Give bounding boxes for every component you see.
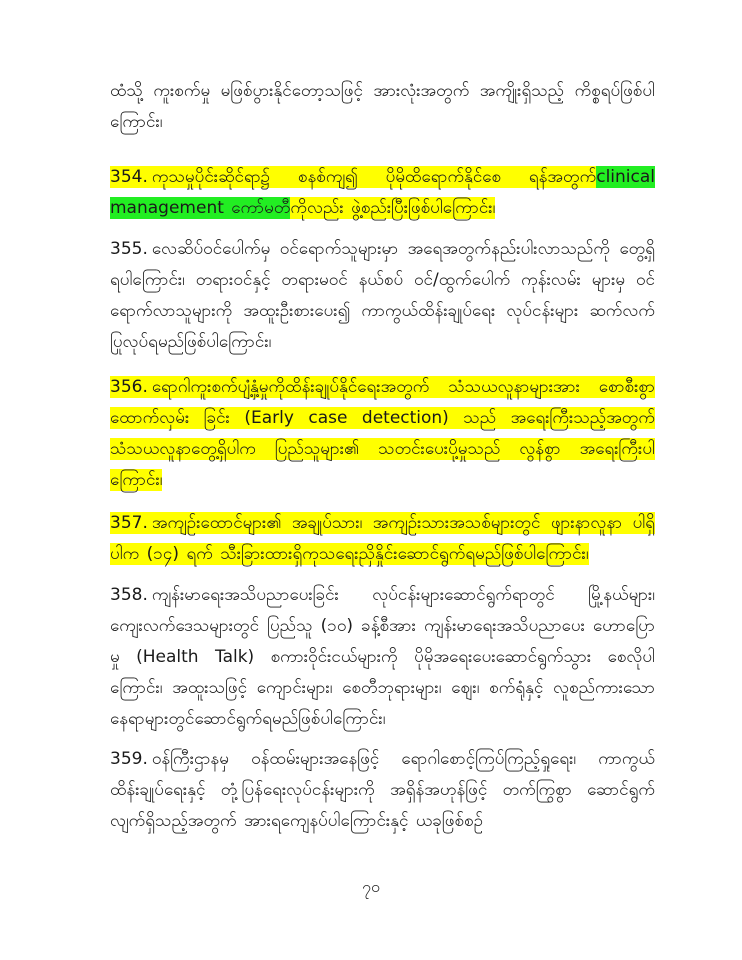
paragraph-text: ဝန်ကြီးဌာနမှ ဝန်ထမ်းများအနေဖြင့် ရောဂါစောင့်ကြပ်ကြည့်ရှုရေး၊ ကာကွယ် ထိန်းချုပ်ရေးနှင့် တုံ့ပြန်ရေးလုပ်ငန်းများကို အရှိန်အဟုန်ဖြင့် တက်ကြွစွာ ဆောင်ရွက်လျက်ရှိသည့်အတွက် အားရကျေနပ်ပါကြောင်းနှင့် ယခုဖြစ်စဉ် — [110, 749, 655, 831]
highlight-yellow — [110, 166, 596, 188]
paragraph-number: 357. — [110, 513, 148, 533]
paragraph-number: 354. — [110, 167, 148, 187]
paragraph-number: 355. — [110, 239, 148, 259]
paragraph-356 — [110, 372, 655, 496]
paragraph-358 — [110, 580, 655, 735]
paragraph-text: ကျန်းမာရေးအသိပညာပေးခြင်း လုပ်ငန်းများဆောင်ရွက်ရာတွင် မြို့နယ်များ၊ ကျေးလက်ဒေသများတွင် ပြည်သူ (၁၀) ခန့်စီအား ကျန်းမာရေးအသိပညာပေး ဟောပြောမှု (Health Talk) စကားဝိုင်းငယ်များကို ပိုမိုအရေးပေးဆောင်ရွက်သွား စေလိုပါကြောင်း၊ အထူးသဖြင့် ကျောင်းများ၊ စေတီဘုရားများ၊ ဈေး၊ စက်ရုံနှင့် လူစည်ကားသောနေရာများတွင်ဆောင်ရွက်ရမည်ဖြစ်ပါကြောင်း၊ — [110, 585, 655, 729]
paragraph-354 — [110, 162, 655, 224]
paragraph-359 — [110, 744, 655, 837]
paragraph-text: အကျဉ်းထောင်များ၏ အချုပ်သား၊ အကျဉ်းသားအသစ်များတွင် ဖျားနာလူနာ ပါရှိပါက (၁၄) ရက် သီးခြားထားရှိကုသရေးညှိနှိုင်းဆောင်ရွက်ရမည်ဖြစ်ပါကြောင်း၊ — [110, 513, 655, 564]
highlight-yellow — [110, 376, 655, 491]
highlight-yellow-end: ကိုလည်း ဖွဲ့စည်းပြီးဖြစ်ပါကြောင်း၊ — [290, 198, 496, 218]
paragraph-text: ထံသို့ ကူးစက်မှု မဖြစ်ပွားနိုင်တော့သဖြင့် အားလုံးအတွက် အကျိုးရှိသည့် ကိစ္စရပ်ဖြစ်ပါကြောင်း၊ — [110, 81, 655, 132]
paragraph-number: 356. — [110, 377, 148, 397]
paragraph-text: လေဆိပ်ဝင်ပေါက်မှ ဝင်ရောက်သူများမှာ အရေအတွက်နည်းပါးလာသည်ကို တွေ့ရှိရပါကြောင်း၊ တရားဝင်နှင့် တရားမဝင် နယ်စပ် ဝင်/ထွက်ပေါက် ကုန်းလမ်း များမှ ဝင်ရောက်လာသူများကို အထူးဦးစားပေး၍ ကာကွယ်ထိန်းချုပ်ရေး လုပ်ငန်းများ ဆက်လက်ပြုလုပ်ရမည်ဖြစ်ပါကြောင်း၊ — [110, 239, 655, 352]
paragraph-text: ရောဂါကူးစက်ပျံ့နှံ့မှုကိုထိန်းချုပ်နိုင်ရေးအတွက် သံသယလူနာများအား စောစီးစွာထောက်လှမ်း ခြင်း (Early case detection) သည် အရေးကြီးသည့်အတွက် သံသယလူနာတွေ့ရှိပါက ပြည်သူများ၏ သတင်းပေးပို့မှုသည် လွန်စွာ အရေးကြီးပါကြောင်း၊ — [110, 377, 655, 490]
paragraph-number: 358. — [110, 585, 148, 605]
highlight-yellow — [110, 512, 655, 565]
page-number: ၇၀ — [362, 877, 380, 896]
paragraph-357 — [110, 508, 655, 570]
paragraph-text-part1: ကုသမှုပိုင်းဆိုင်ရာ၌ စနစ်ကျ၍ ပိုမိုထိရောက်နိုင်စေ ရန်အတွက် — [151, 167, 597, 187]
paragraph-number: 359. — [110, 749, 148, 769]
paragraph-continuation — [110, 76, 655, 138]
highlight-green: clinical management ကော်မတီ — [110, 167, 655, 218]
paragraph-355 — [110, 234, 655, 358]
